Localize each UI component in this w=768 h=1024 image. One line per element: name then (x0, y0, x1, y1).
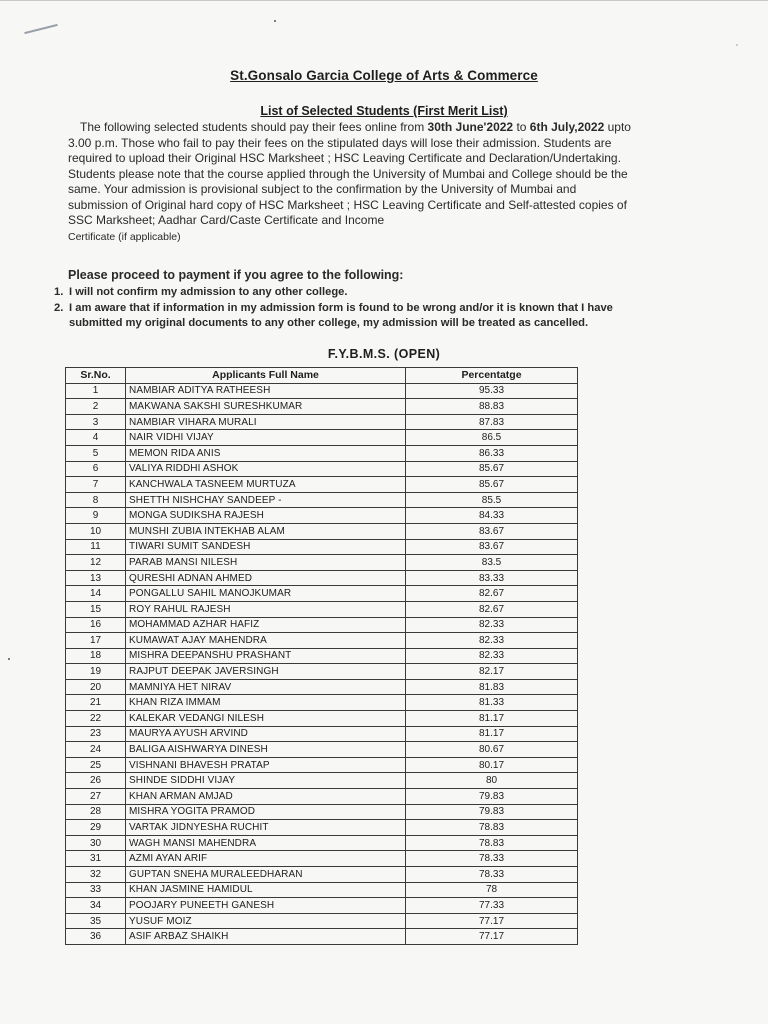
sr-no-cell: 34 (66, 898, 126, 914)
applicant-name-cell: KHAN JASMINE HAMIDUL (126, 882, 406, 898)
applicant-name-cell: MISHRA YOGITA PRAMOD (126, 804, 406, 820)
course-section-title: F.Y.B.M.S. (OPEN) (327, 347, 441, 361)
sr-no-cell: 35 (66, 913, 126, 929)
scan-speck (274, 20, 276, 22)
sr-no-cell: 8 (66, 492, 126, 508)
percentage-cell: 87.83 (406, 414, 578, 430)
applicant-name-cell: SHINDE SIDDHI VIJAY (126, 773, 406, 789)
sr-no-cell: 4 (66, 430, 126, 446)
proceed-heading: Please proceed to payment if you agree to the following: (68, 268, 404, 282)
fee-start-date: 30th June'2022 (427, 120, 514, 134)
percentage-cell: 82.33 (406, 633, 578, 649)
notice-text-1: The following selected students should pay their fees online from (80, 120, 428, 134)
sr-no-cell: 25 (66, 757, 126, 773)
applicant-name-cell: SHETTH NISHCHAY SANDEEP - (126, 492, 406, 508)
percentage-cell: 77.33 (406, 898, 578, 914)
table-row (66, 835, 578, 851)
table-row (66, 929, 578, 945)
sr-no-cell: 5 (66, 445, 126, 461)
percentage-cell: 95.33 (406, 383, 578, 399)
percentage-cell: 77.17 (406, 913, 578, 929)
percentage-cell: 84.33 (406, 508, 578, 524)
sr-no-cell: 3 (66, 414, 126, 430)
table-row (66, 820, 578, 836)
notice-text-3: upto 3.00 p.m. Those who fail to pay their fees on the stipulated days will lose their admission. Students are required to upload their Original HSC Marksheet ; HSC Leaving Certificate and Declaration/Undertaking. Students please note that the course applied through the University of Mumbai and College should be the same. Your admission is provisional subject to the confirmation by the University of Mumbai and submission of Original hard copy of HSC Marksheet ; HSC Leaving Certificate and Self-attested copies of SSC Marksheet; Aadhar Card/Caste Certificate and Income (68, 120, 631, 227)
sr-no-cell: 19 (66, 664, 126, 680)
table-row (66, 586, 578, 602)
sr-no-cell: 28 (66, 804, 126, 820)
sr-no-cell: 26 (66, 773, 126, 789)
sr-no-cell: 10 (66, 523, 126, 539)
percentage-cell: 83.5 (406, 555, 578, 571)
applicant-name-cell: TIWARI SUMIT SANDESH (126, 539, 406, 555)
sr-no-cell: 15 (66, 601, 126, 617)
percentage-cell: 85.5 (406, 492, 578, 508)
percentage-cell: 79.83 (406, 789, 578, 805)
percentage-cell: 80 (406, 773, 578, 789)
percentage-cell: 82.33 (406, 617, 578, 633)
sr-no-cell: 13 (66, 570, 126, 586)
sr-no-cell: 21 (66, 695, 126, 711)
applicant-name-cell: YUSUF MOIZ (126, 913, 406, 929)
table-row (66, 711, 578, 727)
applicant-name-cell: VALIYA RIDDHI ASHOK (126, 461, 406, 477)
list-title: List of Selected Students (First Merit List) (260, 104, 508, 118)
page-top-edge (0, 0, 768, 1)
percentage-cell: 88.83 (406, 399, 578, 415)
scan-speck (736, 44, 738, 46)
percentage-cell: 83.67 (406, 539, 578, 555)
sr-no-cell: 24 (66, 742, 126, 758)
table-row (66, 648, 578, 664)
table-row (66, 679, 578, 695)
percentage-cell: 82.17 (406, 664, 578, 680)
table-row (66, 695, 578, 711)
percentage-cell: 78.33 (406, 851, 578, 867)
table-row (66, 601, 578, 617)
header-sr-no: Sr.No. (66, 368, 126, 384)
applicant-name-cell: BALIGA AISHWARYA DINESH (126, 742, 406, 758)
sr-no-cell: 30 (66, 835, 126, 851)
sr-no-cell: 7 (66, 477, 126, 493)
sr-no-cell: 9 (66, 508, 126, 524)
table-row (66, 508, 578, 524)
table-row (66, 399, 578, 415)
sr-no-cell: 32 (66, 867, 126, 883)
applicant-name-cell: MAMNIYA HET NIRAV (126, 679, 406, 695)
header-applicant-name: Applicants Full Name (126, 368, 406, 384)
applicant-name-cell: MUNSHI ZUBIA INTEKHAB ALAM (126, 523, 406, 539)
notice-paragraph (68, 120, 638, 245)
percentage-cell: 81.83 (406, 679, 578, 695)
percentage-cell: 83.67 (406, 523, 578, 539)
sr-no-cell: 31 (66, 851, 126, 867)
table-row (66, 617, 578, 633)
applicant-name-cell: ASIF ARBAZ SHAIKH (126, 929, 406, 945)
header-percentage: Percentatge (406, 368, 578, 384)
merit-list-body (66, 383, 578, 944)
percentage-cell: 85.67 (406, 461, 578, 477)
table-row (66, 757, 578, 773)
applicant-name-cell: MEMON RIDA ANIS (126, 445, 406, 461)
percentage-cell: 78 (406, 882, 578, 898)
table-row (66, 570, 578, 586)
table-row (66, 851, 578, 867)
sr-no-cell: 11 (66, 539, 126, 555)
sr-no-cell: 29 (66, 820, 126, 836)
table-row (66, 492, 578, 508)
table-row (66, 555, 578, 571)
table-row (66, 383, 578, 399)
table-row (66, 742, 578, 758)
sr-no-cell: 16 (66, 617, 126, 633)
applicant-name-cell: VISHNANI BHAVESH PRATAP (126, 757, 406, 773)
table-row (66, 414, 578, 430)
applicant-name-cell: RAJPUT DEEPAK JAVERSINGH (126, 664, 406, 680)
percentage-cell: 77.17 (406, 929, 578, 945)
percentage-cell: 79.83 (406, 804, 578, 820)
table-row (66, 789, 578, 805)
condition-text: I am aware that if information in my admission form is found to be wrong and/or it is known that I have submitted my original documents to any other college, my admission will be treated as cancelled. (69, 301, 613, 329)
table-row (66, 539, 578, 555)
percentage-cell: 80.17 (406, 757, 578, 773)
applicant-name-cell: KALEKAR VEDANGI NILESH (126, 711, 406, 727)
condition-text: I will not confirm my admission to any other college. (69, 286, 348, 298)
applicant-name-cell: WAGH MANSI MAHENDRA (126, 835, 406, 851)
applicant-name-cell: KUMAWAT AJAY MAHENDRA (126, 633, 406, 649)
sr-no-cell: 33 (66, 882, 126, 898)
applicant-name-cell: ROY RAHUL RAJESH (126, 601, 406, 617)
table-row (66, 477, 578, 493)
applicant-name-cell: GUPTAN SNEHA MURALEEDHARAN (126, 867, 406, 883)
applicant-name-cell: PARAB MANSI NILESH (126, 555, 406, 571)
condition-item (54, 285, 644, 301)
applicant-name-cell: MAKWANA SAKSHI SURESHKUMAR (126, 399, 406, 415)
percentage-cell: 86.5 (406, 430, 578, 446)
sr-no-cell: 17 (66, 633, 126, 649)
sr-no-cell: 12 (66, 555, 126, 571)
percentage-cell: 83.33 (406, 570, 578, 586)
applicant-name-cell: NAIR VIDHI VIJAY (126, 430, 406, 446)
applicant-name-cell: MONGA SUDIKSHA RAJESH (126, 508, 406, 524)
condition-number: 2. (54, 301, 64, 314)
percentage-cell: 82.33 (406, 648, 578, 664)
table-row (66, 430, 578, 446)
fee-end-date: 6th July,2022 (529, 120, 605, 134)
sr-no-cell: 1 (66, 383, 126, 399)
applicant-name-cell: KANCHWALA TASNEEM MURTUZA (126, 477, 406, 493)
applicant-name-cell: KHAN RIZA IMMAM (126, 695, 406, 711)
merit-list-table (65, 367, 578, 945)
applicant-name-cell: POOJARY PUNEETH GANESH (126, 898, 406, 914)
applicant-name-cell: KHAN ARMAN AMJAD (126, 789, 406, 805)
applicant-name-cell: NAMBIAR ADITYA RATHEESH (126, 383, 406, 399)
table-row (66, 664, 578, 680)
percentage-cell: 81.33 (406, 695, 578, 711)
sr-no-cell: 36 (66, 929, 126, 945)
sr-no-cell: 18 (66, 648, 126, 664)
sr-no-cell: 23 (66, 726, 126, 742)
scan-speck (8, 658, 10, 660)
table-row (66, 461, 578, 477)
table-row (66, 523, 578, 539)
table-row (66, 913, 578, 929)
percentage-cell: 80.67 (406, 742, 578, 758)
applicant-name-cell: NAMBIAR VIHARA MURALI (126, 414, 406, 430)
table-row (66, 867, 578, 883)
table-row (66, 882, 578, 898)
applicant-name-cell: AZMI AYAN ARIF (126, 851, 406, 867)
condition-number: 1. (54, 286, 64, 298)
notice-text-2: to (513, 120, 530, 134)
applicant-name-cell: PONGALLU SAHIL MANOJKUMAR (126, 586, 406, 602)
table-row (66, 804, 578, 820)
table-row (66, 633, 578, 649)
sr-no-cell: 6 (66, 461, 126, 477)
percentage-cell: 78.33 (406, 867, 578, 883)
table-row (66, 898, 578, 914)
applicant-name-cell: VARTAK JIDNYESHA RUCHIT (126, 820, 406, 836)
percentage-cell: 78.83 (406, 820, 578, 836)
table-header-row (66, 368, 578, 384)
table-row (66, 773, 578, 789)
percentage-cell: 78.83 (406, 835, 578, 851)
percentage-cell: 82.67 (406, 586, 578, 602)
sr-no-cell: 14 (66, 586, 126, 602)
table-row (66, 445, 578, 461)
percentage-cell: 86.33 (406, 445, 578, 461)
condition-item (54, 301, 644, 332)
percentage-cell: 81.17 (406, 711, 578, 727)
percentage-cell: 82.67 (406, 601, 578, 617)
table-row (66, 726, 578, 742)
sr-no-cell: 20 (66, 679, 126, 695)
applicant-name-cell: MOHAMMAD AZHAR HAFIZ (126, 617, 406, 633)
sr-no-cell: 27 (66, 789, 126, 805)
sr-no-cell: 2 (66, 399, 126, 415)
percentage-cell: 81.17 (406, 726, 578, 742)
notice-text-4: Certificate (if applicable) (68, 230, 181, 243)
sr-no-cell: 22 (66, 711, 126, 727)
college-name: St.Gonsalo Garcia College of Arts & Commerce (230, 68, 538, 83)
pen-stroke-mark (24, 24, 57, 34)
applicant-name-cell: MISHRA DEEPANSHU PRASHANT (126, 648, 406, 664)
percentage-cell: 85.67 (406, 477, 578, 493)
applicant-name-cell: MAURYA AYUSH ARVIND (126, 726, 406, 742)
applicant-name-cell: QURESHI ADNAN AHMED (126, 570, 406, 586)
conditions-list (54, 285, 644, 332)
